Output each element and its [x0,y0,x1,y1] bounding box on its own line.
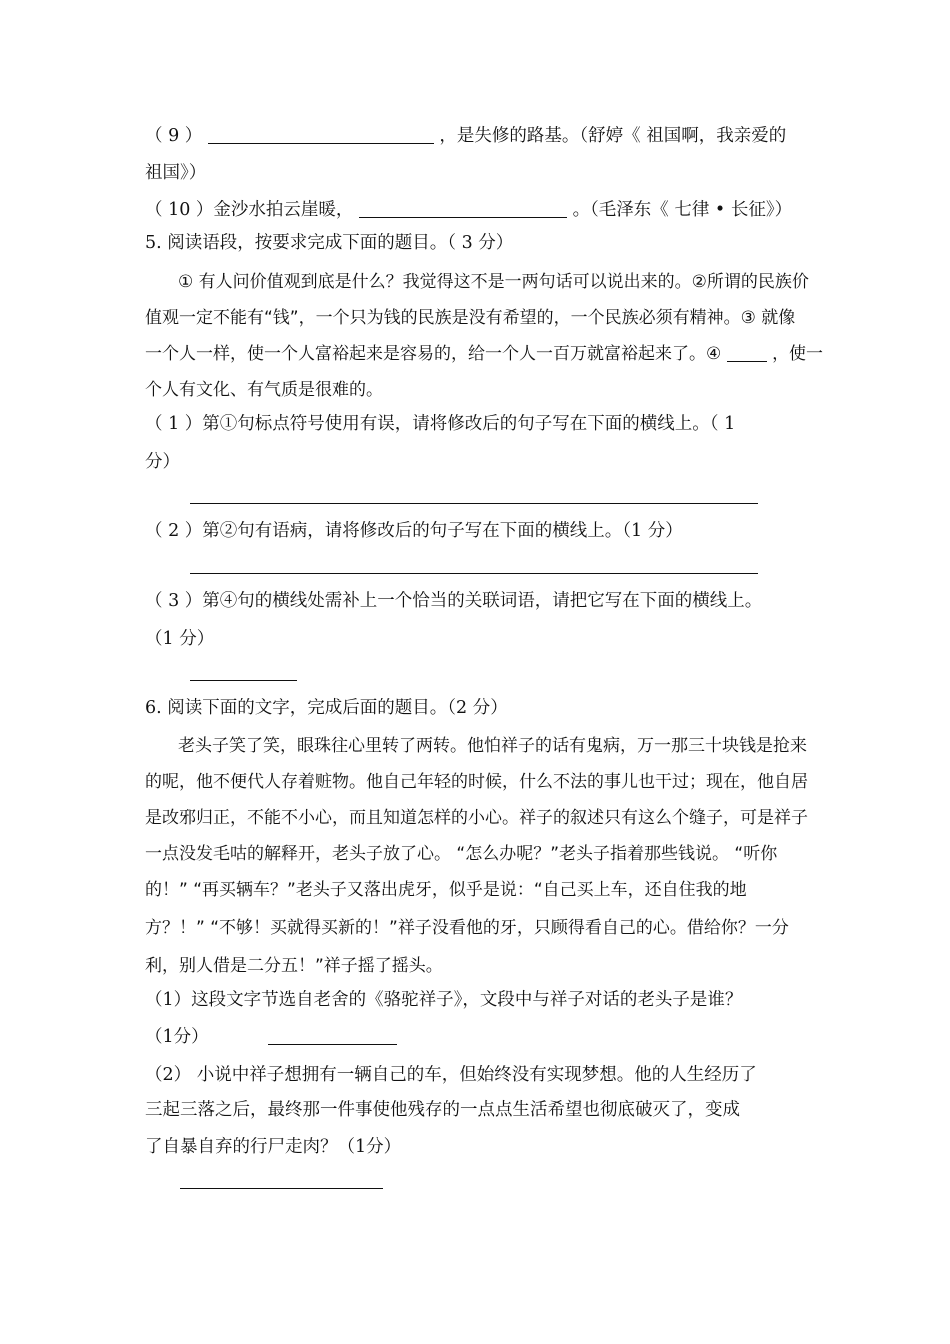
q5-sub1-answer-line[interactable] [190,503,758,504]
q4-item9-suffix: ，是失修的路基。（舒婷《 祖国啊，我亲爱的 [439,126,787,146]
q6-sub1-answer-blank[interactable] [268,1026,397,1045]
q6-passage-line: 的！” “再买辆车？”老头子又落出虎牙，似乎是说：“自己买上车，还自住我的地 [145,880,747,900]
q5-sub2-question: （ 2 ）第②句有语病，请将修改后的句子写在下面的横线上。（1 分） [145,521,683,541]
q6-sub2-question: （2） 小说中祥子想拥有一辆自己的车，但始终没有实现梦想。他的人生经历了 [145,1065,757,1085]
q6-sub2-answer-line[interactable] [180,1188,383,1189]
q4-item10-prefix: （ 10 ）金沙水拍云崖暖， [145,200,354,220]
q6-passage-line: 是改邪归正，不能不小心，而且知道怎样的小心。祥子的叙述只有这么个缝子，可是祥子 [145,808,808,828]
q6-sub2-question-cont: 了自暴自弃的行尸走肉？（1分） [145,1137,402,1157]
q5-header: 5. 阅读语段，按要求完成下面的题目。（ 3 分） [145,233,514,253]
q5-passage-line: 值观一定不能有“钱”，一个只为钱的民族是没有希望的，一个民族必须有精神。③ 就像 [145,308,796,328]
q6-sub1-question: （1）这段文字节选自老舍的《骆驼祥子》，文段中与祥子对话的老头子是谁？ [145,990,743,1010]
q4-item9 [145,124,810,148]
q5-passage-line: ① 有人问价值观到底是什么？我觉得这不是一两句话可以说出来的。②所谓的民族价 [178,272,809,292]
q4-item9-prefix: （ 9 ） [145,126,203,146]
q5-sub3-answer-line[interactable] [190,680,297,681]
q5-passage-line: 个人有文化、有气质是很难的。 [145,380,383,400]
q4-item10-answer-blank[interactable] [359,199,567,218]
q5-passage-blank[interactable] [727,343,767,362]
q6-sub1-question-cont [145,1025,810,1049]
q5-sub3-question-cont: （1 分） [145,629,215,649]
q4-item10 [145,198,810,222]
q5-sub3-question: （ 3 ）第④句的横线处需补上一个恰当的关联词语，请把它写在下面的横线上。 [145,591,763,611]
q6-passage-line: 老头子笑了笑，眼珠往心里转了两转。他怕祥子的话有鬼病，万一那三十块钱是抢来 [178,736,807,756]
q6-passage-line: 的呢，他不便代人存着赃物。他自己年轻的时候，什么不法的事儿也干过；现在，他自居 [145,772,808,792]
q6-header: 6. 阅读下面的文字，完成后面的题目。（2 分） [145,698,508,718]
q4-item9-answer-blank[interactable] [208,125,434,144]
q4-item9-continuation: 祖国》） [145,163,207,183]
q4-item10-suffix: 。（毛泽东《 七律 • 长征》） [572,200,793,220]
q6-sub2-question-cont: 三起三落之后，最终那一件事使他残存的一点点生活希望也彻底破灭了，变成 [145,1100,740,1120]
q5-passage-text: 一个人一样，使一个人富裕起来是容易的，给一个人一百万就富裕起来了。④ [145,344,722,364]
q5-passage-text: ，使一 [772,344,824,364]
q5-passage-line [145,342,824,366]
q6-sub1-points: （1分） [145,1027,209,1047]
q6-passage-line: 一点没发毛咕的解释开，老头子放了心。 “怎么办呢？”老头子指着那些钱说。 “听你 [145,844,778,864]
q5-sub1-question: （ 1 ）第①句标点符号使用有误，请将修改后的句子写在下面的横线上。（ 1 [145,414,736,434]
q6-passage-line: 利，别人借是二分五！”祥子摇了摇头。 [145,956,443,976]
q5-sub2-answer-line[interactable] [190,573,758,574]
q6-passage-line: 方？！” “不够！买就得买新的！”祥子没看他的牙，只顾得看自己的心。借给你？一分 [145,918,789,938]
q5-sub1-question-cont: 分） [145,452,180,472]
